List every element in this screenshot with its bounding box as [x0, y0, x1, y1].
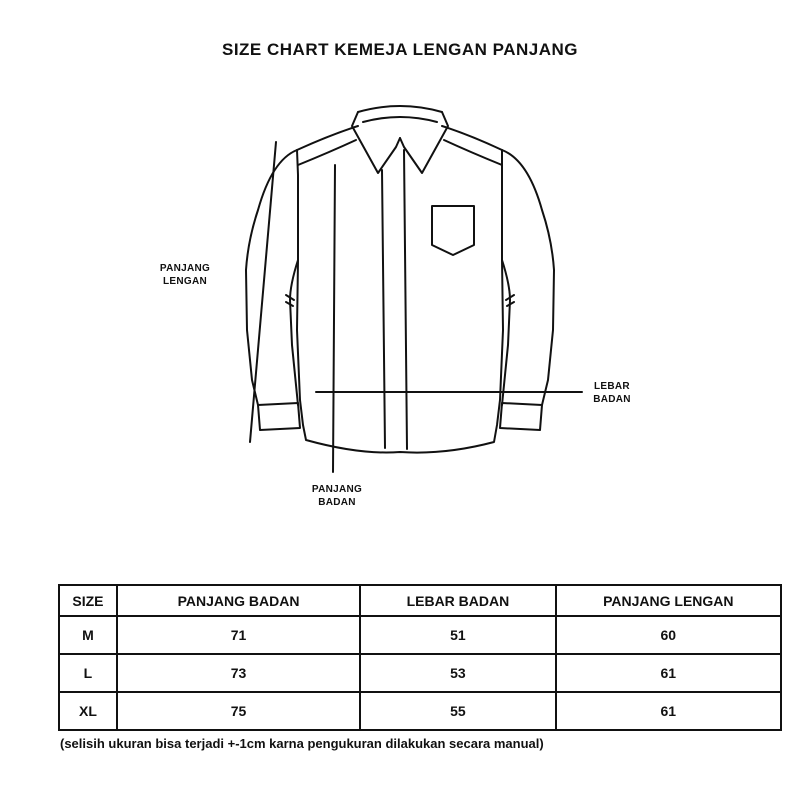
cell-panjang-badan: 73	[117, 654, 360, 692]
footnote: (selisih ukuran bisa terjadi +-1cm karna pengukuran dilakukan secara manual)	[60, 736, 544, 751]
shirt-pocket	[432, 206, 474, 255]
cell-size: M	[59, 616, 117, 654]
cell-panjang-lengan: 61	[556, 692, 781, 730]
cell-size: XL	[59, 692, 117, 730]
body-length-measure-line	[333, 165, 335, 472]
shirt-placket-left	[382, 170, 385, 448]
shirt-left-cuff	[258, 403, 300, 430]
cell-panjang-badan: 71	[117, 616, 360, 654]
table-header-row	[59, 585, 781, 616]
cell-lebar-badan: 51	[360, 616, 555, 654]
shirt-right-shoulder	[442, 126, 502, 150]
shirt-collar-left	[352, 112, 400, 173]
shirt-collar-stand	[363, 117, 437, 122]
label-panjang-lengan: PANJANG LENGAN	[159, 263, 211, 287]
cell-panjang-badan: 75	[117, 692, 360, 730]
label-lebar-badan: LEBAR BADAN	[593, 381, 631, 405]
header-lebar-badan: LEBAR BADAN	[360, 585, 555, 616]
header-panjang-lengan: PANJANG LENGAN	[556, 585, 781, 616]
cell-lebar-badan: 55	[360, 692, 555, 730]
cell-size: L	[59, 654, 117, 692]
header-size: SIZE	[59, 585, 117, 616]
shirt-body-outline	[297, 150, 503, 453]
page-title: SIZE CHART KEMEJA LENGAN PANJANG	[221, 40, 579, 59]
shirt-placket-right	[404, 150, 407, 449]
table-row	[59, 654, 781, 692]
header-panjang-badan: PANJANG BADAN	[117, 585, 360, 616]
shirt-collar-band	[358, 106, 442, 112]
label-panjang-badan: PANJANG BADAN	[311, 484, 363, 508]
cell-panjang-lengan: 60	[556, 616, 781, 654]
table-row	[59, 692, 781, 730]
sleeve-length-measure-line	[250, 142, 276, 442]
shirt-left-yoke	[298, 140, 356, 165]
shirt-right-yoke	[444, 140, 502, 165]
shirt-collar-right	[400, 112, 448, 173]
shirt-left-shoulder	[297, 126, 358, 150]
size-table	[58, 584, 782, 731]
table-row	[59, 616, 781, 654]
cell-panjang-lengan: 61	[556, 654, 781, 692]
shirt-right-sleeve-outer	[502, 150, 554, 405]
shirt-right-cuff	[500, 403, 542, 430]
cell-lebar-badan: 53	[360, 654, 555, 692]
